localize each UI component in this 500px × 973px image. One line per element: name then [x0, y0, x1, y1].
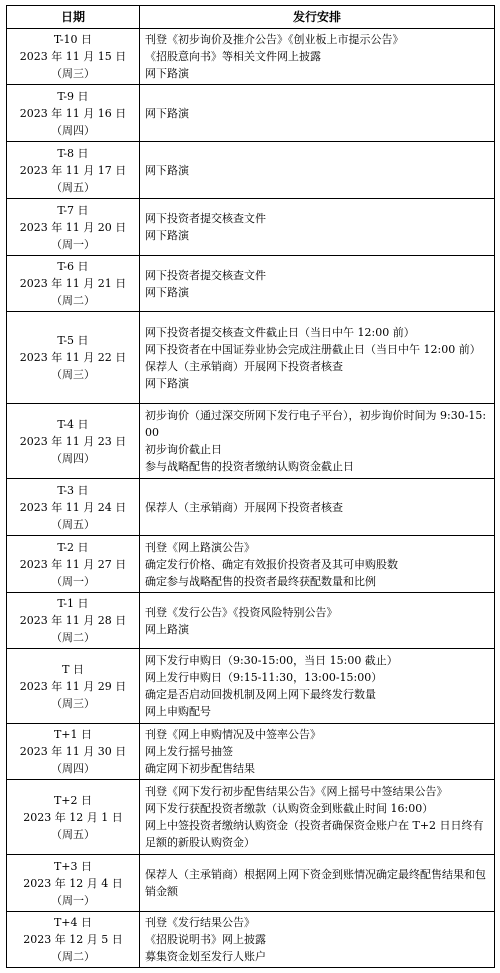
table-row — [7, 85, 495, 142]
trade-day-label: T-10 日 — [53, 33, 93, 46]
calendar-date: 2023 年 12 月 5 日 — [23, 933, 123, 946]
arrangement-item: 网上申购配号 — [145, 705, 211, 718]
arrangement-cell — [140, 142, 495, 199]
arrangement-item: 确定是否启动回拨机制及网上网下最终发行数量 — [145, 688, 376, 701]
date-cell — [7, 256, 140, 312]
arrangement-item: 刊登《初步询价及推介公告》《创业板上市提示公告》 — [145, 33, 404, 46]
arrangement-item: 网下发行申购日（9:30-15:00，当日 15:00 截止） — [145, 654, 398, 667]
schedule-body — [7, 29, 495, 968]
trade-day-label: T 日 — [62, 662, 84, 676]
table-row — [7, 780, 495, 855]
calendar-date: 2023 年 11 月 15 日 — [19, 50, 127, 63]
weekday-label: （周四） — [51, 123, 95, 137]
arrangement-item: 网下路演 — [145, 106, 189, 120]
weekday-label: （周三） — [51, 368, 95, 381]
weekday-label: （周三） — [51, 67, 95, 80]
weekday-label: （周三） — [51, 696, 95, 710]
arrangement-cell — [140, 29, 495, 85]
arrangement-item: 网下投资者提交核查文件 — [145, 212, 266, 225]
weekday-label: （周一） — [51, 574, 95, 588]
date-cell — [7, 85, 140, 142]
date-cell — [7, 29, 140, 85]
arrangement-item: 刊登《网下发行初步配售结果公告》《网上摇号中签结果公告》 — [145, 785, 448, 798]
table-row — [7, 536, 495, 593]
date-cell — [7, 912, 140, 968]
arrangement-cell — [140, 256, 495, 312]
arrangement-item: 保荐人（主承销商）开展网下投资者核查 — [145, 359, 343, 373]
arrangement-cell — [140, 479, 495, 536]
arrangement-cell — [140, 724, 495, 780]
arrangement-cell — [140, 536, 495, 593]
table-row — [7, 199, 495, 256]
weekday-label: （周四） — [51, 762, 95, 775]
arrangement-cell — [140, 85, 495, 142]
trade-day-label: T-8 日 — [57, 146, 89, 160]
arrangement-item: 网下投资者提交核查文件截止日（当日中午 12:00 前） — [145, 325, 415, 339]
table-row — [7, 479, 495, 536]
weekday-label: （周二） — [51, 631, 95, 644]
header-row — [7, 6, 495, 29]
weekday-label: （周一） — [51, 893, 95, 907]
table-row — [7, 593, 495, 649]
calendar-date: 2023 年 11 月 22 日 — [19, 351, 127, 364]
trade-day-label: T-4 日 — [57, 417, 89, 431]
table-row — [7, 312, 495, 404]
arrangement-item: 网上路演 — [145, 622, 189, 636]
weekday-label: （周五） — [51, 827, 95, 841]
arrangement-item: 网下路演 — [145, 285, 189, 299]
arrangement-cell — [140, 593, 495, 649]
arrangement-item: 网下投资者在中国证券业协会完成注册截止日（当日中午 12:00 前） — [145, 342, 481, 356]
trade-day-label: T+1 日 — [53, 728, 93, 741]
trade-day-label: T+4 日 — [53, 916, 93, 929]
trade-day-label: T-5 日 — [57, 334, 89, 347]
calendar-date: 2023 年 11 月 24 日 — [19, 500, 127, 514]
date-cell — [7, 479, 140, 536]
arrangement-cell — [140, 199, 495, 256]
arrangement-item: 保荐人（主承销商）根据网上网下资金到账情况确定最终配售结果和包销金额 — [145, 868, 486, 898]
arrangement-cell — [140, 912, 495, 968]
arrangement-item: 确定发行价格、确定有效报价投资者及其可申购股数 — [145, 557, 398, 571]
arrangement-item: 确定网下初步配售结果 — [145, 762, 255, 775]
calendar-date: 2023 年 12 月 1 日 — [23, 810, 123, 824]
arrangement-item: 网下路演 — [145, 229, 189, 242]
arrangement-column-header: 发行安排 — [140, 6, 495, 29]
arrangement-cell — [140, 855, 495, 912]
weekday-label: （周五） — [51, 180, 95, 194]
table-row — [7, 855, 495, 912]
arrangement-cell — [140, 780, 495, 855]
calendar-date: 2023 年 12 月 4 日 — [23, 876, 123, 890]
trade-day-label: T-7 日 — [57, 203, 89, 217]
arrangement-item: 《招股说明书》网上披露 — [145, 933, 266, 946]
arrangement-cell — [140, 404, 495, 479]
date-cell — [7, 855, 140, 912]
weekday-label: （周五） — [51, 517, 95, 531]
trade-day-label: T-6 日 — [57, 260, 89, 273]
calendar-date: 2023 年 11 月 20 日 — [19, 220, 127, 234]
table-row — [7, 724, 495, 780]
trade-day-label: T+2 日 — [53, 793, 93, 807]
weekday-label: （周二） — [51, 294, 95, 307]
trade-day-label: T-2 日 — [57, 540, 89, 554]
arrangement-item: 确定参与战略配售的投资者最终获配数量和比例 — [145, 574, 376, 588]
arrangement-item: 募集资金划至发行人账户 — [145, 950, 266, 963]
arrangement-item: 刊登《发行结果公告》 — [145, 916, 255, 929]
table-row — [7, 404, 495, 479]
date-column-header: 日期 — [7, 6, 140, 29]
weekday-label: （周四） — [51, 451, 95, 465]
arrangement-item: 刊登《网上路演公告》 — [145, 540, 255, 554]
date-cell — [7, 312, 140, 404]
date-cell — [7, 536, 140, 593]
arrangement-item: 网下路演 — [145, 163, 189, 177]
arrangement-item: 刊登《发行公告》《投资风险特别公告》 — [145, 605, 338, 619]
date-cell — [7, 593, 140, 649]
arrangement-item: 参与战略配售的投资者缴纳认购资金截止日 — [145, 460, 354, 473]
date-cell — [7, 724, 140, 780]
weekday-label: （周二） — [51, 950, 95, 963]
trade-day-label: T+3 日 — [53, 859, 93, 873]
date-cell — [7, 404, 140, 479]
table-row — [7, 29, 495, 85]
arrangement-item: 刊登《网上申购情况及中签率公告》 — [145, 728, 321, 741]
date-cell — [7, 780, 140, 855]
calendar-date: 2023 年 11 月 27 日 — [19, 557, 127, 571]
issuance-schedule-table — [6, 5, 495, 968]
trade-day-label: T-9 日 — [57, 89, 89, 103]
calendar-date: 2023 年 11 月 16 日 — [19, 106, 127, 120]
trade-day-label: T-1 日 — [57, 597, 89, 610]
arrangement-item: 网下投资者提交核查文件 — [145, 268, 266, 282]
table-row — [7, 142, 495, 199]
arrangement-cell — [140, 312, 495, 404]
table-row — [7, 256, 495, 312]
calendar-date: 2023 年 11 月 23 日 — [19, 434, 127, 448]
arrangement-item: 网上发行申购日（9:15-11:30，13:00-15:00） — [145, 671, 383, 684]
arrangement-item: 网上中签投资者缴纳认购资金（投资者确保资金账户在 T+2 日日终有足额的新股认购资金） — [145, 819, 484, 849]
calendar-date: 2023 年 11 月 30 日 — [19, 745, 127, 758]
arrangement-cell — [140, 649, 495, 724]
table-row — [7, 912, 495, 968]
date-cell — [7, 199, 140, 256]
trade-day-label: T-3 日 — [57, 483, 89, 497]
date-cell — [7, 142, 140, 199]
arrangement-item: 初步询价（通过深交所网下发行电子平台），初步询价时间为 9:30-15:00 — [145, 409, 487, 439]
table-row — [7, 649, 495, 724]
arrangement-item: 网下路演 — [145, 67, 189, 80]
calendar-date: 2023 年 11 月 28 日 — [19, 614, 127, 627]
weekday-label: （周一） — [51, 237, 95, 251]
arrangement-item: 网下路演 — [145, 376, 189, 390]
arrangement-item: 保荐人（主承销商）开展网下投资者核查 — [145, 500, 343, 514]
arrangement-item: 《招股意向书》等相关文件网上披露 — [145, 50, 321, 63]
arrangement-item: 初步询价截止日 — [145, 443, 222, 456]
calendar-date: 2023 年 11 月 29 日 — [19, 679, 127, 693]
calendar-date: 2023 年 11 月 21 日 — [19, 277, 127, 290]
calendar-date: 2023 年 11 月 17 日 — [19, 163, 127, 177]
arrangement-item: 网下发行获配投资者缴款（认购资金到账截止时间 16:00） — [145, 802, 434, 815]
arrangement-item: 网上发行摇号抽签 — [145, 745, 233, 758]
date-cell — [7, 649, 140, 724]
